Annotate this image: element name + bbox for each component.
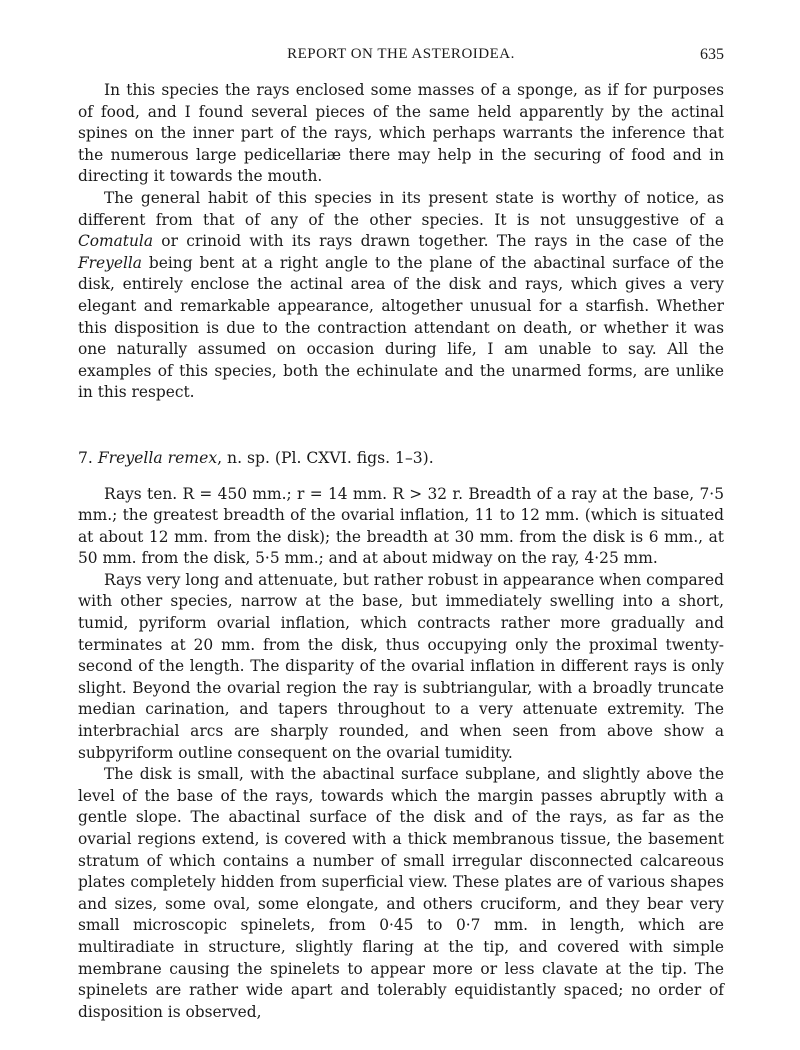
page-number: 635 xyxy=(700,46,724,63)
running-title: REPORT ON THE ASTEROIDEA. xyxy=(287,46,515,62)
section-heading xyxy=(78,448,724,470)
text-run: The general habit of this species in its present state is worthy of notice, as different from that of any of the other species. It is not unsuggestive of a xyxy=(78,188,724,229)
paragraph-sponge: In this species the rays enclosed some masses of a sponge, as if for purposes of food, and I found several pieces of the same held apparently by the actinal spines on the inner part of the rays, which perhaps warrants the inference that the numerous large pedicellariæ there may help in the securing of food and in directing it towards the mouth. xyxy=(78,81,724,186)
text-run: or crinoid with its rays drawn together. The rays in the case of the xyxy=(153,232,724,251)
heading-number: 7. xyxy=(78,448,93,467)
taxon-freyella: Freyella xyxy=(78,253,142,272)
paragraph-general-habit xyxy=(78,188,724,404)
heading-species: Freyella remex xyxy=(97,448,218,467)
paragraph-measurements: Rays ten. R = 450 mm.; r = 14 mm. R > 32 r. Breadth of a ray at the base, 7·5 mm.; the greatest breadth of the ovarial inflation, 11 to 12 mm. (which is situated at about 12 mm. from the disk); the breadth at 30 mm. from the disk is 6 mm., at 50 mm. from the disk, 5·5 mm.; and at about midway on the ray, 4·25 mm. xyxy=(78,484,724,568)
body-text xyxy=(78,80,724,1023)
heading-rest: , n. sp. (Pl. CXVI. figs. 1–3). xyxy=(217,448,434,467)
text-run: being bent at a right angle to the plane of the abactinal surface of the disk, entirely enclose the actinal area of the disk and rays, which gives a very elegant and remarkable appearance, altogether unusual for a starfish. Whether this disposition is due to the contraction attendant on death, or whether it was one naturally assumed on occasion during life, I am unable to say. All the examples of this species, both the echinulate and the unarmed forms, are unlike in this respect. xyxy=(78,253,724,402)
running-head xyxy=(78,46,724,66)
taxon-comatula: Comatula xyxy=(78,232,154,251)
paragraph-disk: The disk is small, with the abactinal surface subplane, and slightly above the level of the base of the rays, towards which the margin passes abruptly with a gentle slope. The abactinal surface of the disk and of the rays, as far as the ovarial regions extend, is covered with a thick membranous tissue, the basement stratum of which contains a number of small irregular disconnected calcareous plates completely hidden from superficial view. These plates are of various shapes and sizes, some oval, some elongate, and others cruciform, and they bear very small microscopic spinelets, from 0·45 to 0·7 mm. in length, which are multiradiate in structure, slightly flaring at the tip, and covered with simple membrane causing the spinelets to appear more or less clavate at the tip. The spinelets are rather wide apart and tolerably equidistantly spaced; no order of disposition is observed, xyxy=(78,765,724,1021)
paragraph-rays: Rays very long and attenuate, but rather robust in appearance when compared with other species, narrow at the base, but immediately swelling into a short, tumid, pyriform ovarial inflation, which contracts rather more gradually and terminates at 20 mm. from the disk, thus occupying only the proximal twenty-second of the length. The disparity of the ovarial inflation in different rays is only slight. Beyond the ovarial region the ray is subtriangular, with a broadly truncate median carination, and tapers throughout to a very attenuate extremity. The interbrachial arcs are sharply rounded, and when seen from above show a subpyriform outline consequent on the ovarial tumidity. xyxy=(78,570,724,762)
